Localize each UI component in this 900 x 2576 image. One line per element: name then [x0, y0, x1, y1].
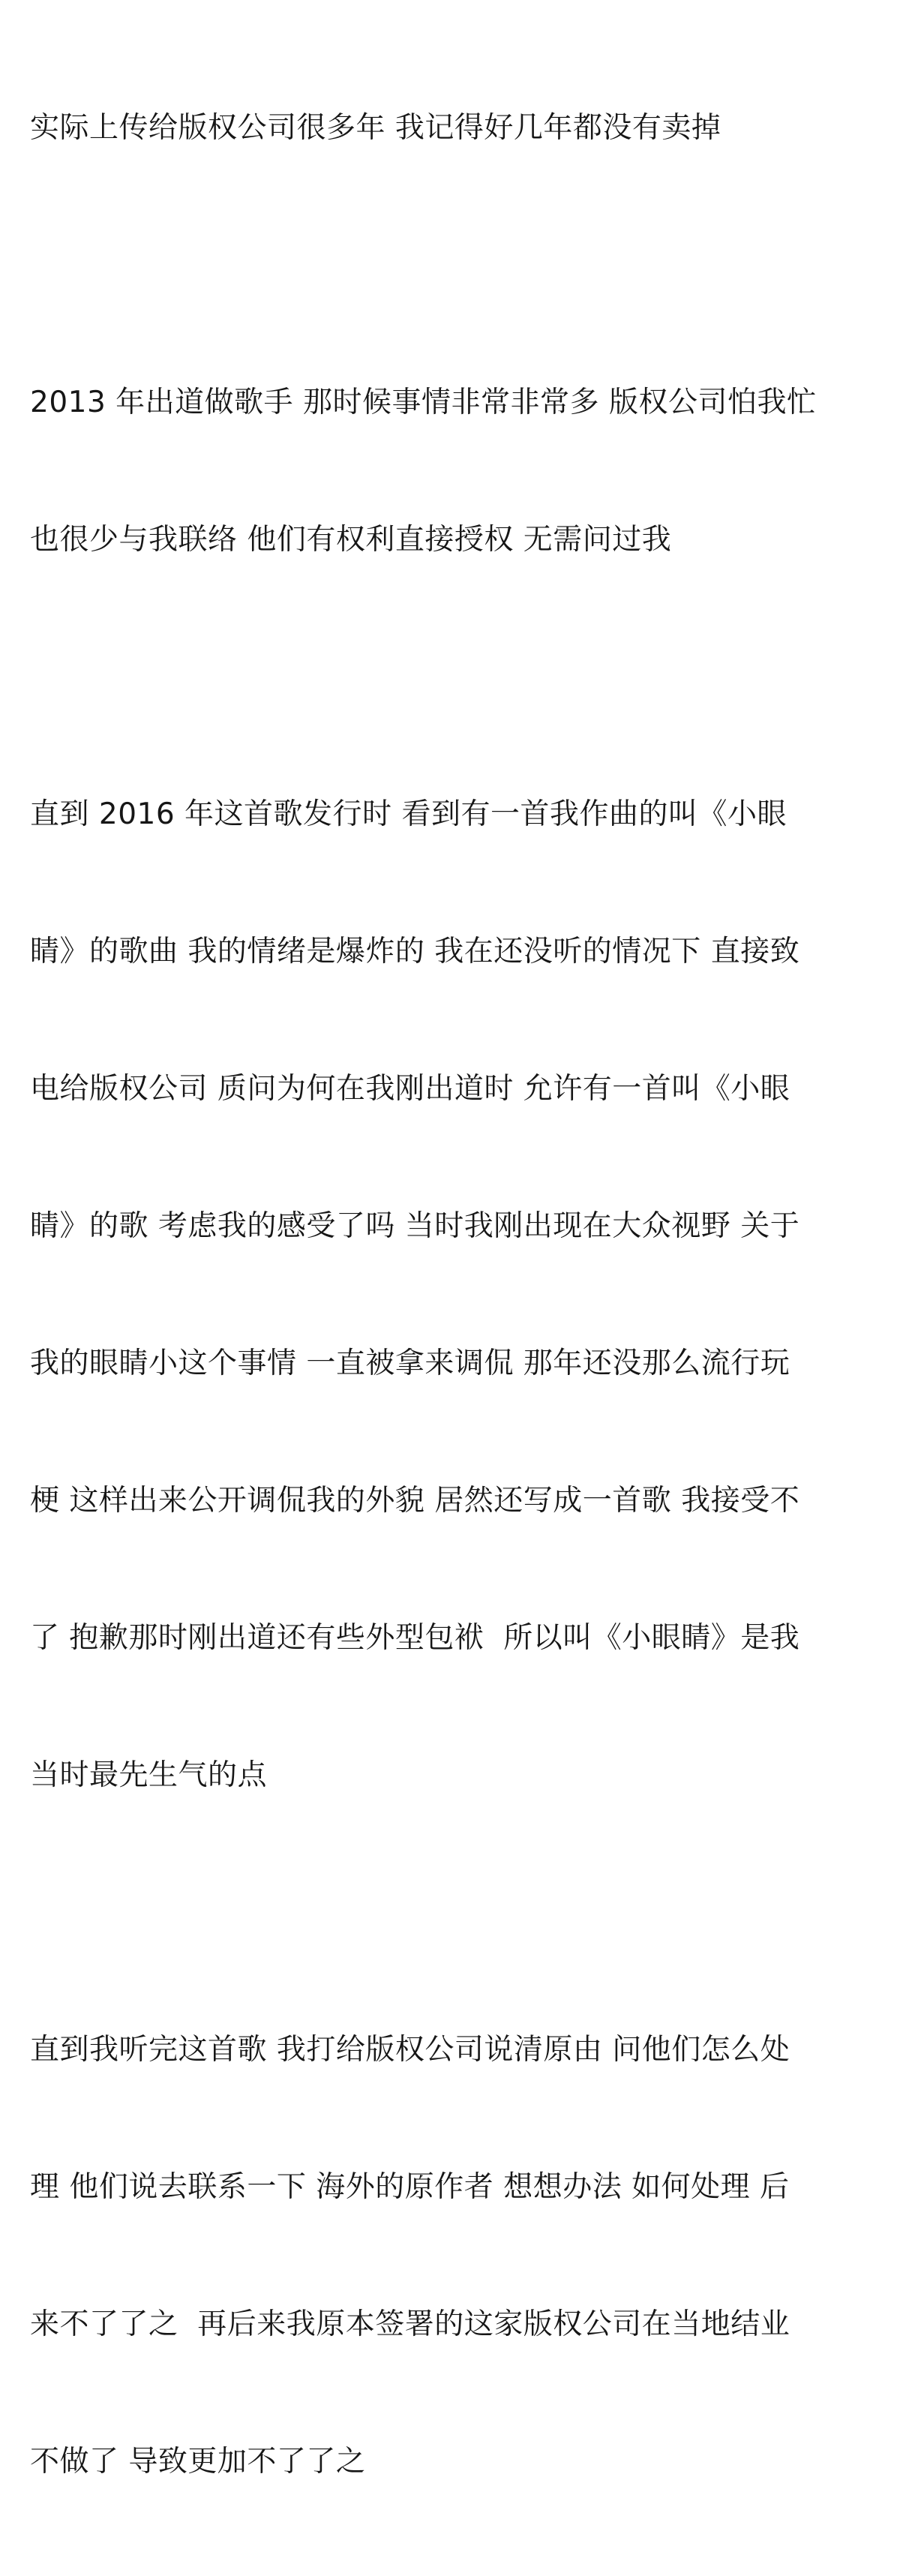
text-line: 2013 年出道做歌手 那时候事情非常非常多 版权公司怕我忙 — [30, 386, 817, 419]
paragraph-gap — [30, 242, 870, 288]
text-line: 电给版权公司 质问为何在我刚出道时 允许有一首叫《小眼 — [30, 1072, 790, 1106]
paragraph-1 — [30, 14, 870, 242]
text-line: 不做了 导致更加不了了之 — [30, 2445, 366, 2478]
text-line: 直到 2016 年这首歌发行时 看到有一首我作曲的叫《小眼 — [30, 797, 787, 831]
text-line: 直到我听完这首歌 我打给版权公司说清原由 问他们怎么处 — [30, 2033, 790, 2067]
text-line: 睛》的歌 考虑我的感受了吗 当时我刚出现在大众视野 关于 — [30, 1209, 800, 1243]
text-line: 当时最先生气的点 — [30, 1758, 268, 1792]
text-line: 实际上传给版权公司很多年 我记得好几年都没有卖掉 — [30, 111, 722, 145]
text-line: 我的眼睛小这个事情 一直被拿来调侃 那年还没那么流行玩 — [30, 1347, 790, 1380]
paragraph-3 — [30, 700, 870, 1890]
text-line: 来不了了之 再后来我原本签署的这家版权公司在当地结业 — [30, 2307, 790, 2341]
text-line: 梗 这样出来公开调侃我的外貌 居然还写成一首歌 我接受不 — [30, 1484, 800, 1518]
paragraph-gap — [30, 654, 870, 700]
paragraph-2 — [30, 288, 870, 654]
text-line: 睛》的歌曲 我的情绪是爆炸的 我在还没听的情况下 直接致 — [30, 935, 800, 968]
paragraph-4 — [30, 1935, 870, 2576]
text-line: 理 他们说去联系一下 海外的原作者 想想办法 如何处理 后 — [30, 2170, 790, 2204]
post-body — [30, 14, 870, 2576]
paragraph-gap — [30, 1890, 870, 1935]
text-line: 了 抱歉那时刚出道还有些外型包袱 所以叫《小眼睛》是我 — [30, 1621, 800, 1655]
text-line: 也很少与我联络 他们有权利直接授权 无需问过我 — [30, 523, 672, 557]
